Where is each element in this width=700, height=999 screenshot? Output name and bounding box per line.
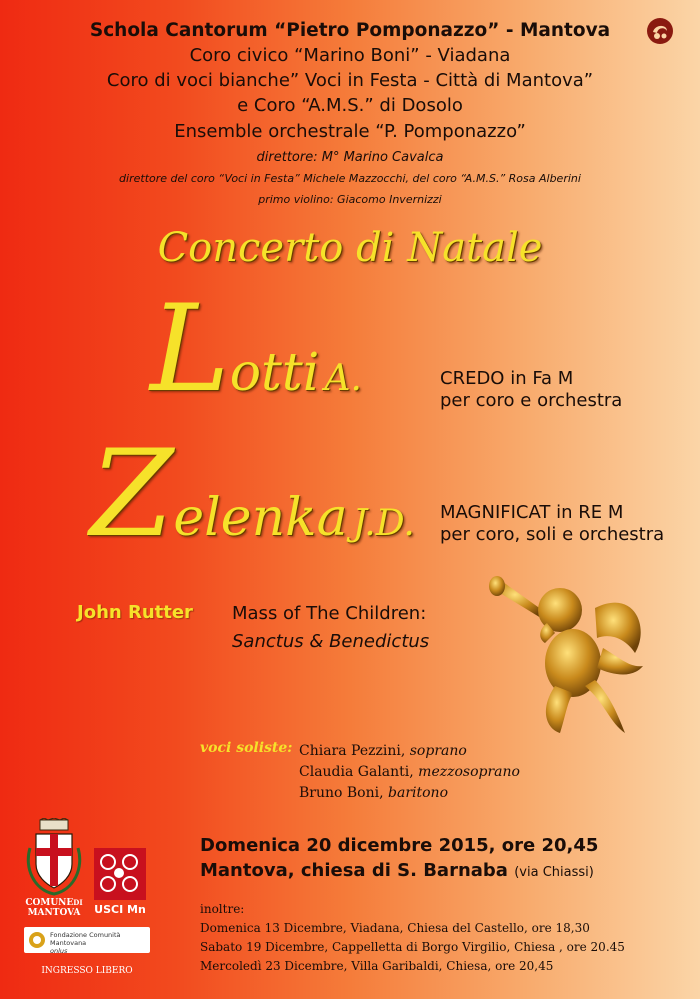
work-lotti: [440, 368, 622, 412]
comune-label-line-2: MANTOVA: [27, 908, 81, 918]
soloists-list: [299, 741, 520, 804]
soloist-3: Bruno Boni, baritono: [299, 785, 448, 801]
concert-title: Concerto di Natale: [157, 225, 543, 271]
composer-zelenka: Zelenka J.D.: [90, 425, 415, 564]
choir-directors: direttore del coro “Voci in Festa” Michele Mazzocchi, del coro “A.M.S.” Rosa Alberini: [119, 172, 581, 185]
work-zelenka-title: MAGNIFICAT in RE M: [440, 502, 624, 523]
work-rutter: [232, 600, 429, 656]
comune-label-line-1: COMUNEDI: [25, 898, 83, 908]
event-date: Domenica 20 dicembre 2015, ore 20,45: [200, 835, 599, 856]
header-line-1: Schola Cantorum “Pietro Pomponazzo” - Mantova: [89, 20, 611, 41]
usci-logo-icon: [94, 848, 146, 900]
event-info: [200, 833, 598, 885]
work-lotti-scoring: per coro e orchestra: [440, 390, 623, 411]
other-dates: [200, 900, 625, 976]
work-lotti-title: CREDO in Fa M: [440, 368, 574, 389]
fondazione-logo: [24, 927, 150, 953]
director: direttore: M° Marino Cavalca: [256, 150, 444, 165]
soloist-1: Chiara Pezzini, soprano: [299, 743, 467, 759]
other-date-1: Domenica 13 Dicembre, Viadana, Chiesa del Castello, ore 18,30: [200, 921, 590, 935]
schola-logo-icon: [645, 16, 675, 46]
other-date-3: Mercoledì 23 Dicembre, Villa Garibaldi, Chiesa, ore 20,45: [200, 959, 554, 973]
composer-lotti: Lotti A.: [150, 280, 362, 419]
work-zelenka: [440, 502, 664, 546]
other-dates-label: inoltre:: [200, 902, 245, 916]
work-rutter-title: Mass of The Children:: [232, 603, 427, 624]
header-line-3: Coro di voci bianche” Voci in Festa - Città di Mantova”: [106, 70, 594, 91]
composer-rutter: John Rutter: [77, 602, 193, 623]
fondazione-line-2: onlus: [50, 947, 68, 955]
header-line-4: e Coro “A.M.S.” di Dosolo: [237, 95, 463, 116]
angel-trumpet-icon: [485, 568, 650, 748]
event-place: Mantova, chiesa di S. Barnaba (via Chiassi): [200, 860, 594, 881]
first-violin: primo violino: Giacomo Invernizzi: [258, 193, 442, 206]
work-zelenka-scoring: per coro, soli e orchestra: [440, 524, 665, 545]
coat-of-arms-icon: [24, 818, 84, 898]
fondazione-logo-icon: [28, 931, 46, 949]
soloists-label: voci soliste:: [200, 740, 293, 756]
work-rutter-movements: Sanctus & Benedictus: [232, 631, 430, 652]
fondazione-line-1: Fondazione Comunità Mantovana: [50, 931, 121, 947]
comune-label: [18, 898, 90, 918]
soloist-2: Claudia Galanti, mezzosoprano: [299, 764, 520, 780]
free-entry-label: INGRESSO LIBERO: [41, 966, 133, 976]
fondazione-text: [50, 931, 150, 955]
header-line-5: Ensemble orchestrale “P. Pomponazzo”: [174, 121, 526, 142]
other-date-2: Sabato 19 Dicembre, Cappelletta di Borgo Virgilio, Chiesa , ore 20.45: [200, 940, 625, 954]
usci-label: USCI Mn: [94, 903, 146, 916]
event-address: (via Chiassi): [514, 865, 594, 880]
header-line-2: Coro civico “Marino Boni” - Viadana: [189, 45, 511, 66]
